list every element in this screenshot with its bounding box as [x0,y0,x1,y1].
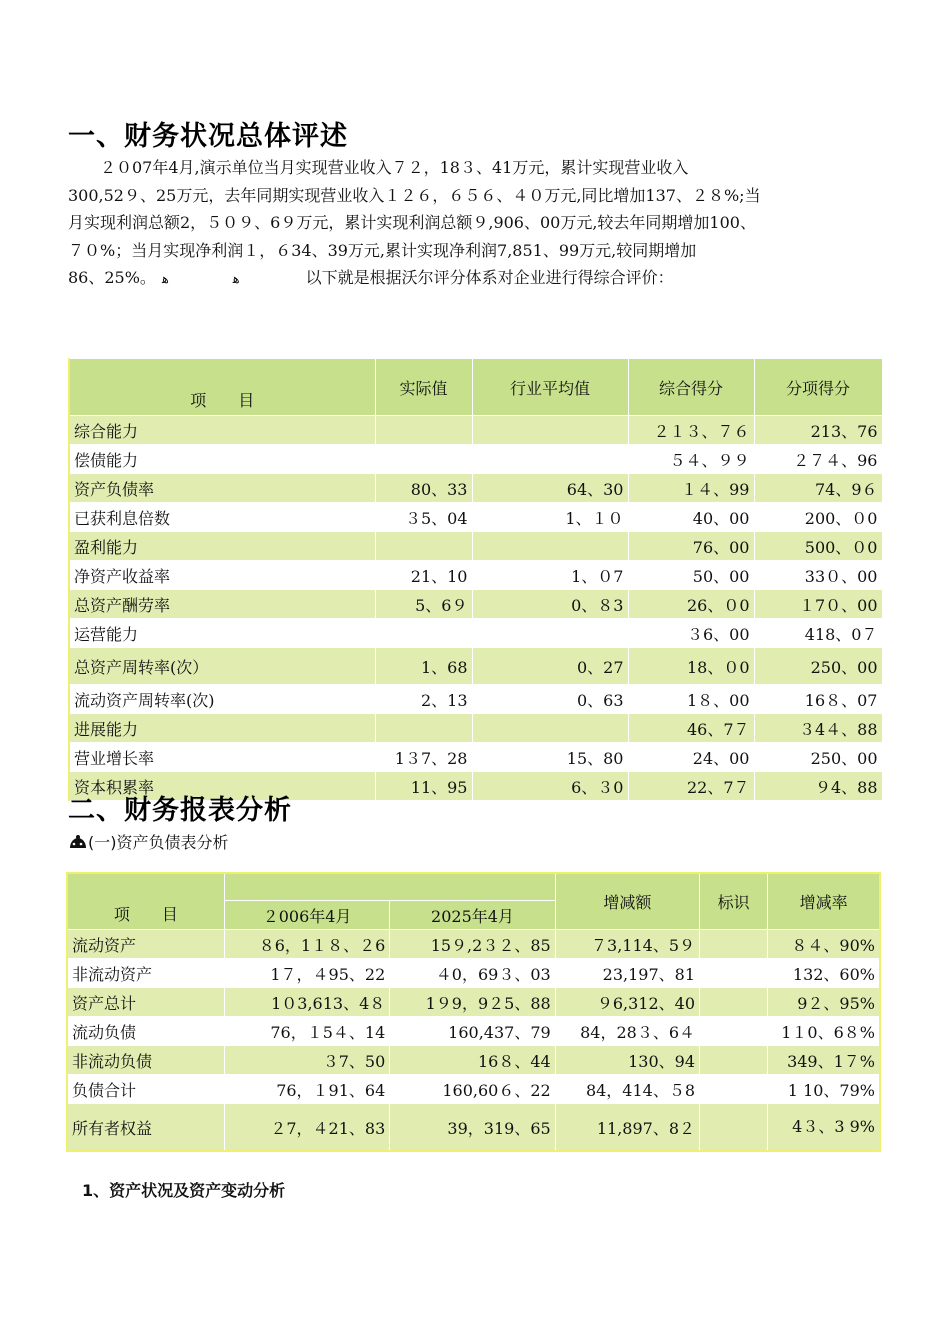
row-value: 74、9６ [754,474,882,503]
row-value: 21、10 [375,561,472,590]
row-label: 非流动资产 [67,959,224,988]
row-label: 综合能力 [69,416,375,445]
row-value: 33０、00 [754,561,882,590]
paragraph-line-4: ７０%；当月实现净利润１，６34、39万元,累计实现净利润7,851、99万元,较同期增加 [68,240,697,260]
row-value: 50、00 [628,561,754,590]
row-label: 进展能力 [69,714,375,743]
row-value [700,988,768,1017]
row-value [700,1017,768,1046]
row-label: 流动资产周转率(次) [69,685,375,714]
row-value: 11,897、8２ [555,1104,699,1152]
row-value [700,1075,768,1104]
wall-score-table [68,358,883,801]
row-value: 1１0、6８% [768,1017,880,1046]
row-value [700,1104,768,1152]
paragraph-line-5-start: 86、25%。 [68,268,156,287]
header-change: 增减额 [555,873,699,930]
row-value [375,445,472,474]
row-value: ８6，1１８、２6 [224,930,389,959]
table-row [69,532,882,561]
header-rate: 增减率 [768,873,880,930]
row-value: ２１３、７６ [628,416,754,445]
table-row [69,743,882,772]
row-value: 46、7７ [628,714,754,743]
header-item-score: 分项得分 [754,359,882,416]
table-row [67,959,880,988]
table-row [67,1075,880,1104]
row-value [700,1046,768,1075]
row-label: 已获利息倍数 [69,503,375,532]
header-industry-avg: 行业平均值 [472,359,628,416]
row-value: 11、95 [375,772,472,801]
row-value: 1３7、28 [375,743,472,772]
row-label: 所有者权益 [67,1104,224,1152]
row-value: 40、00 [628,503,754,532]
row-value: 15、80 [472,743,628,772]
table-row [69,685,882,714]
row-value: ９4、88 [754,772,882,801]
table-row [67,930,880,959]
row-value: 15９,2３２、85 [390,930,555,959]
row-value: 1９9，9２5、88 [390,988,555,1017]
balance-sheet-subtitle-text: (一)资产负债表分析 [88,833,229,852]
row-value: 1 10、79% [768,1075,880,1104]
row-value: ８４、90% [768,930,880,959]
row-value: 5、6９ [375,590,472,619]
table-row [69,590,882,619]
row-value [472,532,628,561]
row-label: 总资产周转率(次） [69,648,375,685]
row-value: ４0，69３、03 [390,959,555,988]
row-value [472,714,628,743]
row-value: 26、０0 [628,590,754,619]
balance-sheet-subtitle [68,830,229,853]
row-value: 24、00 [628,743,754,772]
row-label: 偿债能力 [69,445,375,474]
balance-sheet-table [66,872,881,1152]
row-value [472,416,628,445]
table-row [67,988,880,1017]
paragraph-line-1: ２０07年4月,演示单位当月实现营业收入７２，18３、41万元，累计实现营业收入 [68,158,689,177]
row-value: 16８、07 [754,685,882,714]
row-value: １４、99 [628,474,754,503]
row-value: 6、３0 [472,772,628,801]
row-value: 76，１5４、14 [224,1017,389,1046]
paragraph-line-3: 月实现利润总额2，５０９、6９万元，累计实现利润总额９,906、00万元,较去年同期增加100、 [68,213,756,232]
row-value [472,619,628,648]
row-value: 80、33 [375,474,472,503]
row-value: 0、８3 [472,590,628,619]
table-row [67,1104,880,1152]
paragraph-line-5-end: 以下就是根据沃尔评分体系对企业进行得综合评价： [305,268,674,287]
table-row [69,648,882,685]
row-value: 39，319、65 [390,1104,555,1152]
row-value: 1０3,613、4８ [224,988,389,1017]
table-row [69,416,882,445]
row-value: 250、00 [754,743,882,772]
row-label: 营业增长率 [69,743,375,772]
header-period-2025: 2025年4月 [390,901,555,930]
row-value: 22、7７ [628,772,754,801]
row-value: ７3,114、5９ [555,930,699,959]
row-value: 16８、44 [390,1046,555,1075]
row-value: 1、０7 [472,561,628,590]
row-value: 418、0７ [754,619,882,648]
row-value: 160,437、79 [390,1017,555,1046]
row-value: 64、30 [472,474,628,503]
table-row [69,619,882,648]
row-label: 盈利能力 [69,532,375,561]
table-row [67,1017,880,1046]
row-label: 流动负债 [67,1017,224,1046]
row-value: ２7，４21、83 [224,1104,389,1152]
row-value: 130、94 [555,1046,699,1075]
summary-paragraph [68,154,888,294]
row-value: １7０、00 [754,590,882,619]
row-value: 0、63 [472,685,628,714]
paragraph-line-5 [68,264,888,294]
row-value: ５４、９９ [628,445,754,474]
row-value: 1８、00 [628,685,754,714]
row-value: 84，28３、6４ [555,1017,699,1046]
row-value: 4３、3 9% [768,1104,880,1152]
row-value: ３7、50 [224,1046,389,1075]
row-value: ３6、00 [628,619,754,648]
table-row [69,714,882,743]
row-value: ３5、04 [375,503,472,532]
header-period-group [224,873,555,901]
row-label: 运营能力 [69,619,375,648]
table-row [69,445,882,474]
row-value: 349、1７% [768,1046,880,1075]
row-label: 资产负债率 [69,474,375,503]
row-value: 160,60６、22 [390,1075,555,1104]
paragraph-line-2: 300,52９、25万元，去年同期实现营业收入１２６，６５６、４０万元,同比增加137、２８%;当 [68,185,761,205]
table-row [69,474,882,503]
row-value: 1７，４95、22 [224,959,389,988]
table-row [67,1046,880,1075]
row-value: 132、60% [768,959,880,988]
table-row [69,503,882,532]
row-value: 200、０0 [754,503,882,532]
header-mark: 标识 [700,873,768,930]
row-label: 负债合计 [67,1075,224,1104]
header-item: 项 目 [69,359,375,416]
row-value [375,416,472,445]
header-item: 项 目 [67,873,224,930]
row-value: 9２、95% [768,988,880,1017]
row-value: 76，１91、64 [224,1075,389,1104]
row-value [472,445,628,474]
row-label: 总资产酬劳率 [69,590,375,619]
symbol-glyph-icon: ﻫ [232,272,240,287]
header-period-2006: ２006年4月 [224,901,389,930]
row-value [375,714,472,743]
table-row [69,561,882,590]
row-label: 净资产收益率 [69,561,375,590]
row-label: 资产总计 [67,988,224,1017]
row-value: 18、０0 [628,648,754,685]
decorative-symbol-icon [68,834,88,850]
row-value: 1、68 [375,648,472,685]
row-value: 500、０0 [754,532,882,561]
row-value [375,619,472,648]
section2-title: 二、财务报表分析 [68,795,292,826]
section1-title: 一、财务状况总体评述 [68,121,348,152]
row-value: 250、00 [754,648,882,685]
table-header-row [69,359,882,416]
row-value: 84，414、５8 [555,1075,699,1104]
row-value: ３4４、88 [754,714,882,743]
row-value [700,930,768,959]
row-label: 资本积累率 [69,772,375,801]
row-value: 23,197、81 [555,959,699,988]
row-value: ２７４、96 [754,445,882,474]
row-value [375,532,472,561]
table-header-row [67,873,880,901]
asset-analysis-heading: 1、资产状况及资产变动分析 [82,1181,286,1200]
symbol-glyph-icon: ﻫ [161,272,169,287]
row-value: 2、13 [375,685,472,714]
row-value: 76、00 [628,532,754,561]
header-composite-score: 综合得分 [628,359,754,416]
row-value: 0、27 [472,648,628,685]
row-value: ９6,312、40 [555,988,699,1017]
row-value: 213、76 [754,416,882,445]
row-value: 1、１０ [472,503,628,532]
header-actual: 实际值 [375,359,472,416]
row-label: 非流动负债 [67,1046,224,1075]
row-value [700,959,768,988]
row-label: 流动资产 [67,930,224,959]
